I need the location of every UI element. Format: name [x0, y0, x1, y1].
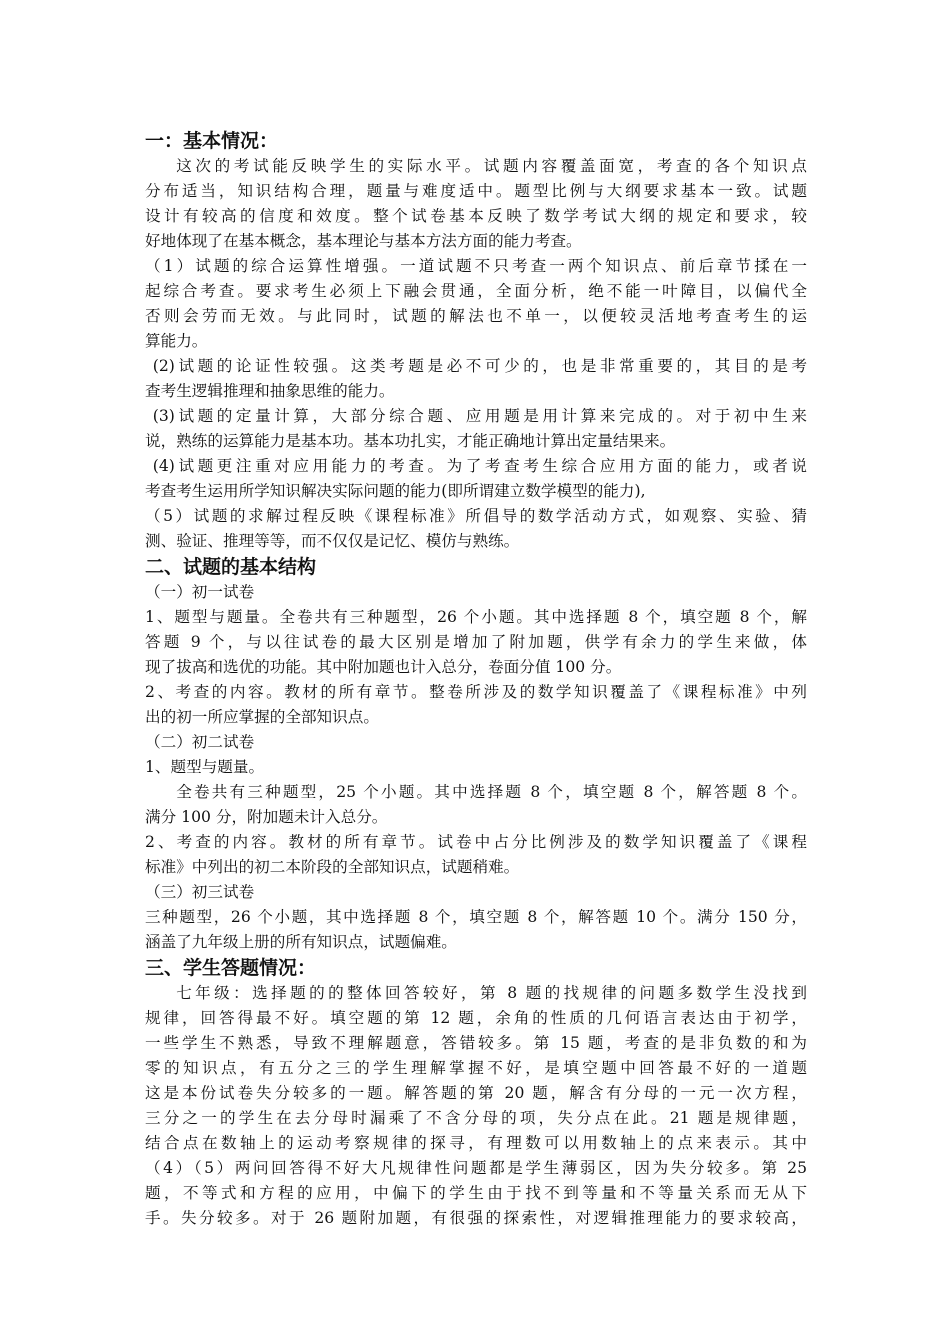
text-line: 测、验证、推理等等，而不仅仅是记忆、模仿与熟练。 — [145, 532, 520, 550]
text-line: 一些学生不熟悉，导致不理解题意，答错较多。第 15 题，考查的是非负数的和为 — [145, 1034, 807, 1052]
grade-8-paragraph-3 — [145, 830, 807, 880]
grade-8-paragraph-2 — [145, 780, 807, 830]
text-line: 题，不等式和方程的应用，中偏下的学生由于找不到等量和不等量关系而无从下 — [145, 1184, 807, 1202]
text-line: （4）（5）两问回答得不好大凡规律性问题都是学生薄弱区，因为失分较多。第 25 — [145, 1159, 807, 1177]
grade-9-label: （三）初三试卷 — [145, 883, 255, 901]
text-line: 手。失分较多。对于 26 题附加题，有很强的探索性，对逻辑推理能力的要求较高， — [145, 1209, 807, 1227]
text-line: 答题 9 个，与以往试卷的最大区别是增加了附加题，供学有余力的学生来做，体 — [145, 633, 807, 651]
text-line: 满分 100 分，附加题未计入总分。 — [145, 808, 388, 826]
section-1-heading: 一：基本情况： — [145, 130, 279, 152]
section-2-heading: 二、试题的基本结构 — [145, 556, 317, 578]
text-line: 现了拔高和选优的功能。其中附加题也计入总分，卷面分值 100 分。 — [145, 658, 622, 676]
text-line: 1、题型与题量。全卷共有三种题型，26 个小题。其中选择题 8 个，填空题 8 个，解 — [145, 608, 807, 626]
text-line: 设计有较高的信度和效度。整个试卷基本反映了数学考试大纲的规定和要求，较 — [145, 207, 807, 225]
text-line: 否则会劳而无效。与此同时，试题的解法也不单一，以便较灵活地考查考生的运 — [145, 307, 807, 325]
text-line: (4)试题更注重对应用能力的考查。为了考查考生综合应用方面的能力，或者说 — [152, 457, 807, 475]
text-line: 2、考查的内容。教材的所有章节。整卷所涉及的数学知识覆盖了《课程标准》中列 — [145, 683, 807, 701]
text-line: 分布适当，知识结构合理，题量与难度适中。题型比例与大纲要求基本一致。试题 — [145, 182, 807, 200]
text-line: (2)试题的论证性较强。这类考题是必不可少的，也是非常重要的，其目的是考 — [152, 357, 807, 375]
text-line: 这是本份试卷失分较多的一题。解答题的第 20 题，解含有分母的一元一次方程， — [145, 1084, 807, 1102]
text-line: 三种题型，26 个小题，其中选择题 8 个，填空题 8 个，解答题 10 个。满分 150 分， — [145, 908, 807, 926]
section-1-intro — [145, 154, 807, 254]
text-line: 出的初一所应掌握的全部知识点。 — [145, 708, 379, 726]
section-1-point-4 — [145, 454, 807, 504]
grade-9-paragraph-1 — [145, 905, 807, 955]
text-line: 标准》中列出的初二本阶段的全部知识点，试题稍难。 — [145, 858, 520, 876]
section-1-point-2 — [145, 354, 807, 404]
text-line: （1）试题的综合运算性增强。一道试题不只考查一两个知识点、前后章节揉在一 — [145, 257, 807, 275]
document-page — [145, 128, 807, 1231]
text-line: 这次的考试能反映学生的实际水平。试题内容覆盖面宽，考查的各个知识点 — [176, 157, 807, 175]
grade-8-paragraph-1: 1、题型与题量。 — [145, 758, 265, 776]
grade-7-label: （一）初一试卷 — [145, 583, 255, 601]
section-1-point-1 — [145, 254, 807, 354]
grade-8-label: （二）初二试卷 — [145, 733, 255, 751]
text-line: 考查考生运用所学知识解决实际问题的能力(即所谓建立数学模型的能力), — [145, 482, 646, 500]
text-line: 说，熟练的运算能力是基本功。基本功扎实，才能正确地计算出定量结果来。 — [145, 432, 676, 450]
text-line: 结合点在数轴上的运动考察规律的探寻，有理数可以用数轴上的点来表示。其中 — [145, 1134, 807, 1152]
text-line: 三分之一的学生在去分母时漏乘了不含分母的项，失分点在此。21 题是规律题， — [145, 1109, 807, 1127]
section-3-heading: 三、学生答题情况： — [145, 957, 317, 979]
text-line: 全卷共有三种题型，25 个小题。其中选择题 8 个，填空题 8 个，解答题 8 个。 — [176, 783, 807, 801]
text-line: 查考生逻辑推理和抽象思维的能力。 — [145, 382, 395, 400]
section-3-paragraph-1 — [145, 981, 807, 1231]
text-line: 规律，回答得最不好。填空题的第 12 题，余角的性质的几何语言表达由于初学， — [145, 1009, 807, 1027]
text-line: 2、考查的内容。教材的所有章节。试卷中占分比例涉及的数学知识覆盖了《课程 — [145, 833, 807, 851]
text-line: 算能力。 — [145, 332, 208, 350]
grade-7-paragraph-1 — [145, 605, 807, 680]
text-line: 七年级：选择题的的整体回答较好，第 8 题的找规律的问题多数学生没找到 — [176, 984, 807, 1002]
text-line: 起综合考查。要求考生必须上下融会贯通，全面分析，绝不能一叶障目，以偏代全 — [145, 282, 807, 300]
text-line: （5）试题的求解过程反映《课程标准》所倡导的数学活动方式，如观察、实验、猜 — [145, 507, 807, 525]
section-1-point-5 — [145, 504, 807, 554]
text-line: (3)试题的定量计算，大部分综合题、应用题是用计算来完成的。对于初中生来 — [152, 407, 807, 425]
section-1-point-3 — [145, 404, 807, 454]
grade-7-paragraph-2 — [145, 680, 807, 730]
text-line: 好地体现了在基本概念，基本理论与基本方法方面的能力考查。 — [145, 232, 582, 250]
text-line: 零的知识点，有五分之三的学生理解掌握不好，是填空题中回答最不好的一道题 — [145, 1059, 807, 1077]
text-line: 涵盖了九年级上册的所有知识点，试题偏难。 — [145, 933, 457, 951]
